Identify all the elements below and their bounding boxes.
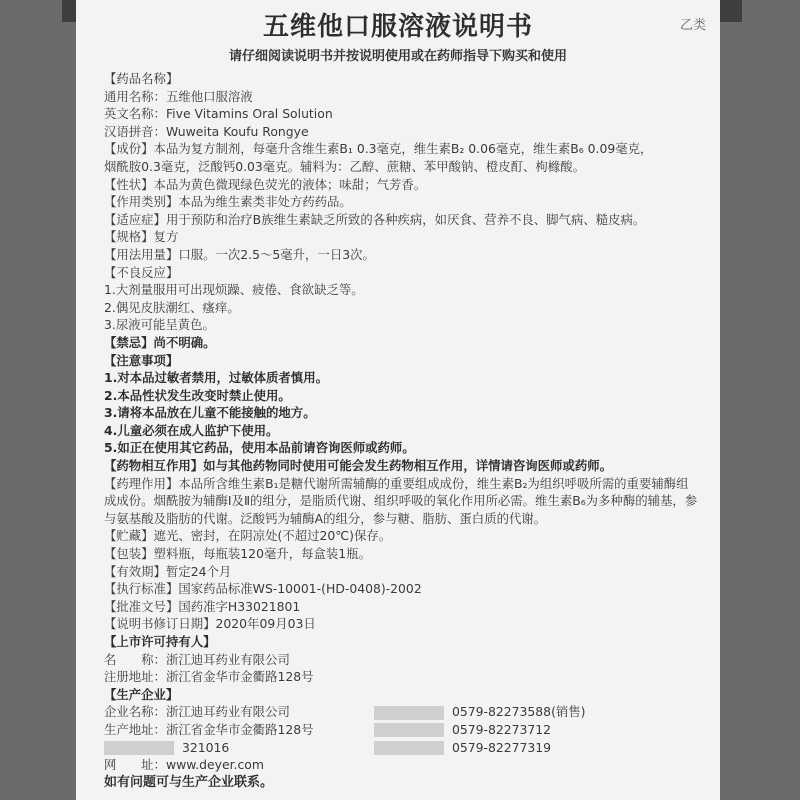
composition-line-1: 【成份】本品为复方制剂，每毫升含维生素B₁ 0.3毫克，维生素B₂ 0.06毫克，维生素B₆ 0.09毫克， [104,141,653,157]
phone-sales: 0579-82273588(销售) [452,704,586,720]
background-strip [62,0,76,22]
properties: 【性状】本品为黄色微现绿色荧光的液体；味甜；气芳香。 [104,176,427,192]
manufacturer-row [104,721,700,739]
pharmacology: 【药理作用】本品所含维生素B₁是糖代谢所需辅酶的重要组成成份，维生素B₂为组织呼吸所需的重要辅酶组成成份。烟酰胺为辅酶Ⅰ及Ⅱ的组分，是脂质代谢、组织呼吸的氧化作用所必需。维生素B₆为多种酶的辅基，参与氨基酸及脂肪的代谢。泛酸钙为辅酶A的组分，参与糖、脂肪、蛋白质的代谢。 [104,475,698,526]
english-name: 英文名称：Five Vitamins Oral Solution [104,106,333,122]
category-info: 【作用类别】本品为维生素类非处方药药品。 [104,194,352,210]
phone-2: 0579-82273712 [452,721,552,737]
holder-name: 名 称：浙江迪耳药业有限公司 [104,651,290,667]
contraindications: 【禁忌】尚不明确。 [104,334,216,350]
document-subtitle: 请仔细阅读说明书并按说明使用或在药师指导下购买和使用 [228,49,567,64]
manufacturer-name: 企业名称：浙江迪耳药业有限公司 [104,704,290,720]
storage: 【贮藏】遮光、密封，在阴凉处(不超过20℃)保存。 [104,528,392,544]
adverse-heading: 【不良反应】 [104,264,179,280]
document-title: 五维他口服溶液说明书 [262,12,533,42]
pinyin-name: 汉语拼音：Wuweita Koufu Rongye [104,123,309,139]
manufacturer-row [104,703,700,721]
usage: 【用法用量】口服。一次2.5～5毫升，一日3次。 [104,246,375,262]
precautions-heading: 【注意事项】 [104,352,179,368]
precaution-item: 1.对本品过敏者禁用，过敏体质者慎用。 [104,370,328,386]
specification: 【规格】复方 [104,229,179,245]
adverse-item: 1.大剂量服用可出现烦躁、疲倦、食欲缺乏等。 [104,282,364,298]
contact-footer: 如有问题可与生产企业联系。 [104,774,274,790]
drug-name-heading: 【药品名称】 [104,71,179,86]
postcode-field [104,739,374,757]
leaflet-content [104,70,700,791]
precaution-item: 3.请将本品放在儿童不能接触的地方。 [104,405,316,421]
execution-standard: 【执行标准】国家药品标准WS-10001-(HD-0408)-2002 [104,581,422,597]
adverse-item: 2.偶见皮肤潮红、瘙痒。 [104,299,240,315]
redacted-label [374,723,444,737]
indications: 【适应症】用于预防和治疗B族维生素缺乏所致的各种疾病，如厌食、营养不良、脚气病、糙皮病。 [104,211,646,227]
category-label: 乙类 [679,18,706,33]
precaution-item: 2.本品性状发生改变时禁止使用。 [104,387,291,403]
composition-line-2: 烟酰胺0.3毫克，泛酸钙0.03毫克。辅料为：乙醇、蔗糖、苯甲酸钠、橙皮酊、枸橼酸。 [104,158,585,174]
redacted-label [374,741,444,755]
holder-heading: 【上市许可持有人】 [104,634,216,649]
validity: 【有效期】暂定24个月 [104,563,232,579]
generic-name: 通用名称：五维他口服溶液 [104,88,253,104]
revision-date: 【说明书修订日期】2020年09月03日 [104,616,316,632]
website: 网 址：www.deyer.com [104,757,264,773]
phone-3: 0579-82277319 [452,739,552,755]
background-strip [720,0,742,22]
adverse-item: 3.尿液可能呈黄色。 [104,317,215,333]
precaution-item: 5.如正在使用其它药品，使用本品前请咨询医师或药师。 [104,440,415,456]
redacted-label [104,741,174,755]
leaflet-paper [76,0,720,800]
manufacturer-address: 生产地址：浙江省金华市金衢路128号 [104,721,314,737]
manufacturer-row [104,739,700,757]
manufacturer-heading: 【生产企业】 [104,686,179,702]
precaution-item: 4.儿童必须在成人监护下使用。 [104,422,279,438]
holder-address: 注册地址：浙江省金华市金衢路128号 [104,669,314,685]
drug-interactions: 【药物相互作用】如与其他药物同时使用可能会发生药物相互作用，详情请咨询医师或药师。 [104,458,613,474]
redacted-label [374,706,444,720]
approval-number: 【批准文号】国药准字H33021801 [104,598,301,614]
package: 【包装】塑料瓶，每瓶装120毫升，每盒装1瓶。 [104,546,371,562]
postcode: 321016 [182,739,230,755]
